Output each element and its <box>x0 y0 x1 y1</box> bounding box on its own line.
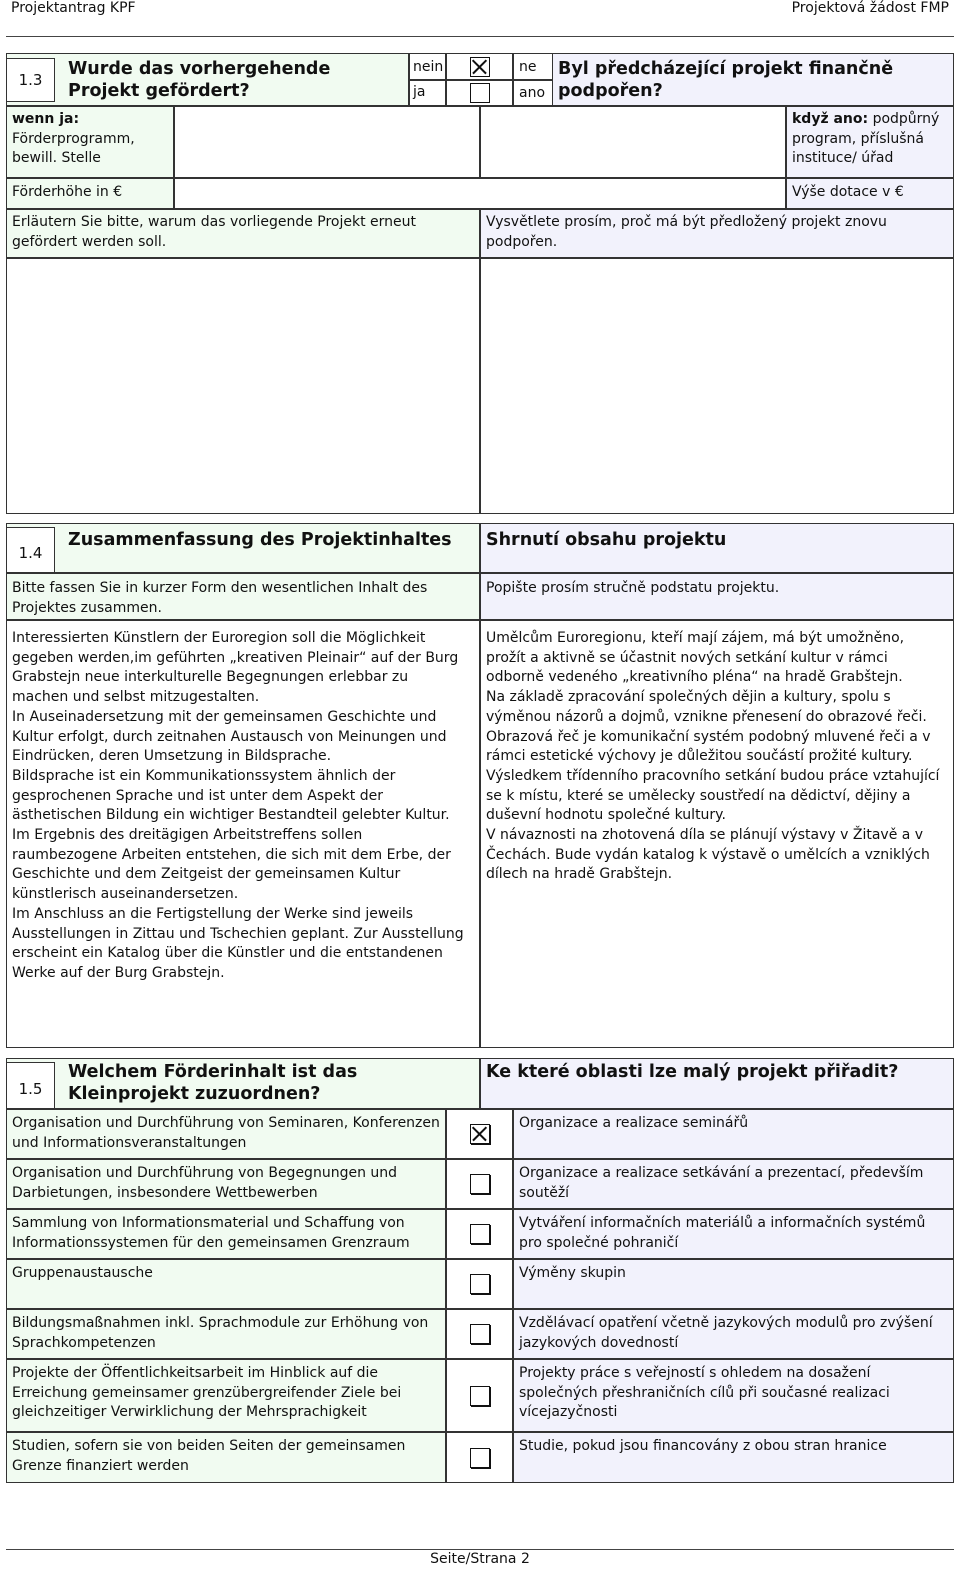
s15-row-de: Projekte der Öffentlichkeitsarbeit im Hinblick auf die Erreichung gemeinsamer grenzübergreifender Ziele bei gleichzeitiger Verwirklichung der Mehrsprachigkeit <box>12 1365 402 1421</box>
s13-ifyes-input-de[interactable] <box>174 106 480 178</box>
s13-opt-ne-text: ne <box>519 59 537 75</box>
s15-row-checkbox[interactable] <box>470 1124 490 1144</box>
s15-row-checkbox[interactable] <box>470 1174 490 1194</box>
s15-row-cz: Organizace a realizace seminářů <box>519 1115 749 1131</box>
s13-nein-checkbox[interactable] <box>470 57 490 77</box>
s14-body-de: Interessierten Künstlern der Euroregion soll die Möglichkeit gegeben werden,im geführten „kreativen Pleinair“ auf der Burg Grabstejn neue interkulturelle Begegnungen erlebbar zu machen und selbst mitzugestalten. In Auseinadersetzung mit der gemeinsamen Geschichte und Kultur erfolgt, durch zeitnahen Austausch von Meinungen und Eindrücken, deren Umsetzung in Bildsprache. Bildsprache ist ein Kommunikationssystem ähnlich der gesprochenen Sprache und ist unter dem Aspekt der ästhetischen Bildung ein wichtiger Bestandteil gelebter Kultur. Im Ergebnis des dreitägigen Arbeitstreffens sollen raumbezogene Arbeiten entstehen, die sich mit dem Erbe, der Geschichte und dem Zeitgeist der gemeinsamen Kultur künstlerisch auseinandersetzen. Im Anschluss an die Fertigstellung der Werke sind jeweils Ausstellungen in Zittau und Tschechien geplant. Zur Ausstellung erscheint ein Katalog über die Künstler und die entstandenen Werke auf der Burg Grabstejn. <box>12 630 464 981</box>
s13-title-cz: Byl předcházející projekt finančně podpořen? <box>558 59 894 101</box>
s13-title-de: Wurde das vorhergehende Projekt gefördert? <box>68 59 331 101</box>
s15-row-cz: Výměny skupin <box>519 1265 626 1281</box>
s15-row-checkbox[interactable] <box>470 1224 490 1244</box>
s13-opt-ano-text: ano <box>519 85 546 101</box>
s14-number: 1.4 <box>6 527 55 573</box>
s13-number: 1.3 <box>6 58 55 102</box>
s15-row-checkbox[interactable] <box>470 1324 490 1344</box>
footer-rule <box>6 1549 954 1550</box>
header-rule <box>6 36 954 37</box>
s13-ifyes-input-cz[interactable] <box>480 106 786 178</box>
s13-explain-answer-cz[interactable] <box>480 258 954 514</box>
s13-ifyes-cz-bold: když ano: <box>792 111 869 127</box>
s14-title-de: Zusammenfassung des Projektinhaltes <box>68 530 452 550</box>
s15-row-cz: Studie, pokud jsou financovány z obou stran hranice <box>519 1438 887 1454</box>
s14-title-cz: Shrnutí obsahu projektu <box>486 530 727 550</box>
s15-row-cz: Organizace a realizace setkávání a prezentací, především soutěží <box>519 1165 924 1201</box>
s13-ifyes-de-bold: wenn ja: <box>12 111 80 127</box>
header-left: Projektantrag KPF <box>11 0 136 16</box>
s15-title-cz: Ke které oblasti lze malý projekt přiřadit? <box>486 1062 899 1082</box>
s15-row-cz: Vzdělávací opatření včetně jazykových modulů pro zvýšení jazykových dovedností <box>519 1315 933 1351</box>
s14-prompt-de: Bitte fassen Sie in kurzer Form den wesentlichen Inhalt des Projektes zusammen. <box>12 580 428 616</box>
s15-title-de: Welchem Förderinhalt ist das Kleinprojekt zuzuordnen? <box>68 1062 358 1104</box>
s15-row-de: Studien, sofern sie von beiden Seiten der gemeinsamen Grenze finanziert werden <box>12 1438 406 1474</box>
s15-row-de: Bildungsmaßnahmen inkl. Sprachmodule zur Erhöhung von Sprachkompetenzen <box>12 1315 429 1351</box>
s13-opt-nein-text: nein <box>413 59 444 75</box>
s15-row-cz: Projekty práce s veřejností s ohledem na dosažení společných přeshraničních cílů při současné realizaci vícejazyčnosti <box>519 1365 890 1421</box>
s14-prompt-cz: Popište prosím stručně podstatu projektu. <box>486 580 780 596</box>
s15-row-checkbox[interactable] <box>470 1386 490 1406</box>
s13-ifyes-cz-rest: podpůrný program, příslušná instituce/ úřad <box>792 111 940 167</box>
s13-ifyes-cz <box>792 110 952 169</box>
s13-amount-input[interactable] <box>174 178 786 209</box>
s13-amount-cz: Výše dotace v € <box>792 184 904 200</box>
header-right: Projektová žádost FMP <box>791 0 949 16</box>
s13-amount-de: Förderhöhe in € <box>12 184 123 200</box>
s15-row-checkbox[interactable] <box>470 1448 490 1468</box>
s13-explain-answer-de[interactable] <box>6 258 480 514</box>
s15-number: 1.5 <box>6 1062 55 1109</box>
footer-page: Seite/Strana 2 <box>430 1551 530 1567</box>
s15-row-cz: Vytváření informačních materiálů a informačních systémů pro společné pohraničí <box>519 1215 926 1251</box>
s15-row-checkbox[interactable] <box>470 1274 490 1294</box>
s14-body-cz: Umělcům Euroregionu, kteří mají zájem, má být umožněno, prožít a aktivně se účastnit nových setkání kultur v rámci odborně vedeného „kreativního pléna“ na hradě Grabštejn. Na základě zpracování společných dějin a kultury, spolu s výměnou názorů a dojmů, vznikne přenesení do obrazové řeči. Obrazová řeč je komunikační systém podobný mluvené řeči a v rámci estetické výchovy je důležitou součástí prožité kultury. Výsledkem třídenního pracovního setkání budou práce vztahující se k místu, které se umělecky soustředí na dědictví, dějiny a duševní hodnotu společné kultury. V návaznosti na zhotovená díla se plánují výstavy v Žitavě a v Čechách. Bude vydán katalog k výstavě o umělcích a vzniklých dílech na hradě Grabštejn. <box>486 630 940 883</box>
s13-explain-cz: Vysvětlete prosím, proč má být předložený projekt znovu podpořen. <box>486 214 887 250</box>
s15-row-de: Organisation und Durchführung von Seminaren, Konferenzen und Informationsveranstaltungen <box>12 1115 440 1151</box>
s13-ifyes-de <box>12 110 172 169</box>
s15-row-de: Organisation und Durchführung von Begegnungen und Darbietungen, insbesondere Wettbewerben <box>12 1165 398 1201</box>
s13-opt-ja-text: ja <box>413 84 426 100</box>
s15-row-de: Gruppenaustausche <box>12 1265 153 1281</box>
s13-ja-checkbox[interactable] <box>470 83 490 103</box>
s15-row-de: Sammlung von Informationsmaterial und Schaffung von Informationssystemen für den gemeinsamen Grenzraum <box>12 1215 410 1251</box>
s13-explain-de: Erläutern Sie bitte, warum das vorliegende Projekt erneut gefördert werden soll. <box>12 214 416 250</box>
s13-ifyes-de-rest: Förderprogramm, bewill. Stelle <box>12 130 135 167</box>
